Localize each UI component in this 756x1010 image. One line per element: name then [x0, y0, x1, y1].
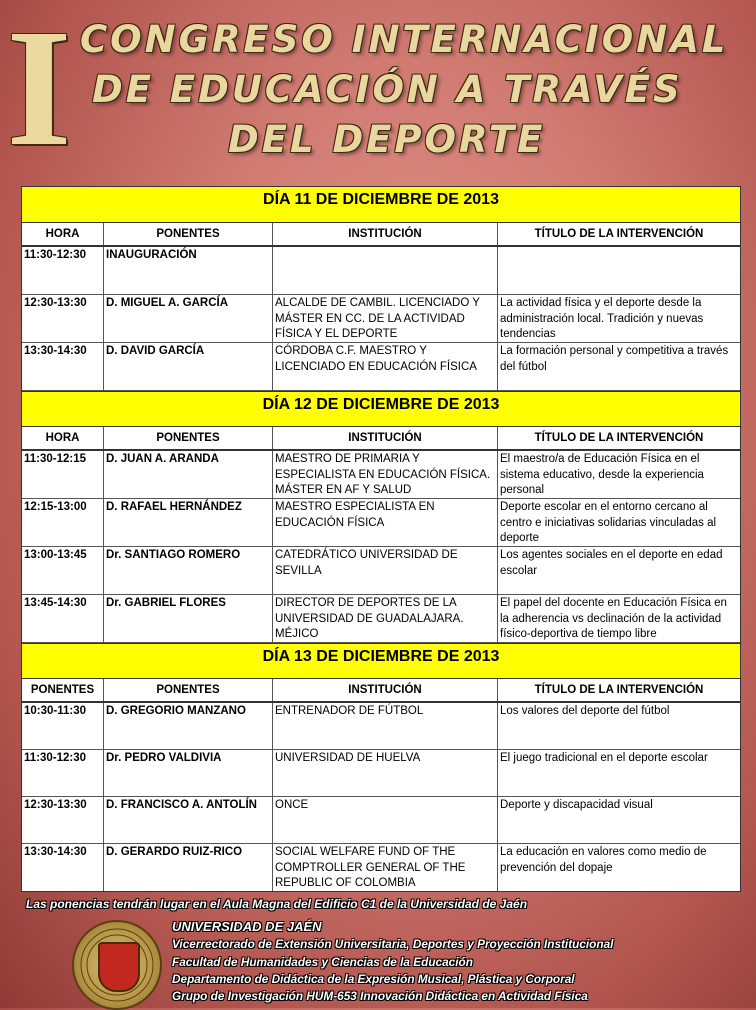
speaker-cell: D. FRANCISCO A. ANTOLÍN	[104, 797, 273, 843]
speaker-cell: Dr. PEDRO VALDIVIA	[104, 750, 273, 796]
institution-cell: CATEDRÁTICO UNIVERSIDAD DE SEVILLA	[273, 547, 498, 594]
table-row	[22, 547, 740, 595]
speaker-cell: D. GERARDO RUIZ-RICO	[104, 844, 273, 891]
institution-cell	[273, 247, 498, 294]
table-row	[22, 844, 740, 891]
time-cell: 12:30-13:30	[22, 295, 104, 342]
talk-title-cell: El juego tradicional en el deporte escolar	[500, 752, 708, 764]
venue-note: Las ponencias tendrán lugar en el Aula Magna del Edificio C1 de la Universidad de Jaén	[26, 897, 528, 911]
talk-title-cell: Los valores del deporte del fútbol	[500, 705, 670, 717]
institution-cell: ENTRENADOR DE FÚTBOL	[273, 703, 498, 749]
column-header: TÍTULO DE LA INTERVENCIÓN	[534, 684, 704, 696]
column-header: HORA	[22, 223, 104, 245]
speaker-cell: Dr. GABRIEL FLORES	[104, 595, 273, 642]
time-cell: 13:30-14:30	[22, 343, 104, 390]
table-row	[22, 247, 740, 295]
time-cell: 12:15-13:00	[22, 499, 104, 546]
column-header: HORA	[22, 427, 104, 449]
column-header: PONENTES	[104, 679, 273, 701]
column-header-row	[22, 223, 740, 247]
talk-title-cell: La educación en valores como medio de prevención del dopaje	[500, 846, 707, 874]
institution-cell: ALCALDE DE CAMBIL. LICENCIADO Y MÁSTER EN CC. DE LA ACTIVIDAD FÍSICA Y EL DEPORTE	[273, 295, 498, 342]
university-name: UNIVERSIDAD DE JAÉN	[172, 919, 322, 934]
table-row	[22, 595, 740, 643]
talk-title-cell: La formación personal y competitiva a través del fútbol	[500, 345, 729, 373]
time-cell: 13:30-14:30	[22, 844, 104, 891]
table-row	[22, 703, 740, 750]
time-cell: 12:30-13:30	[22, 797, 104, 843]
speaker-cell: INAUGURACIÓN	[104, 247, 273, 294]
day-header: DÍA 13 DE DICIEMBRE DE 2013	[22, 643, 740, 679]
institution-cell: UNIVERSIDAD DE HUELVA	[273, 750, 498, 796]
poster-title-line-3: DEL DEPORTE	[228, 118, 546, 161]
table-row	[22, 451, 740, 499]
column-header-row	[22, 679, 740, 703]
column-header: TÍTULO DE LA INTERVENCIÓN	[534, 432, 704, 444]
table-row	[22, 499, 740, 547]
institution-cell: DIRECTOR DE DEPORTES DE LA UNIVERSIDAD DE GUADALAJARA. MÉJICO	[273, 595, 498, 642]
institution-cell: CÓRDOBA C.F. MAESTRO Y LICENCIADO EN EDUCACIÓN FÍSICA	[273, 343, 498, 390]
column-header: INSTITUCIÓN	[273, 427, 498, 449]
column-header: TÍTULO DE LA INTERVENCIÓN	[534, 228, 704, 240]
speaker-cell: D. JUAN A. ARANDA	[104, 451, 273, 498]
talk-title-cell: Deporte escolar en el entorno cercano al centro e iniciativas solidarias vinculadas al deporte	[500, 501, 717, 544]
column-header: INSTITUCIÓN	[273, 223, 498, 245]
column-header-row	[22, 427, 740, 451]
talk-title-cell: Deporte y discapacidad visual	[500, 799, 653, 811]
day-header: DÍA 11 DE DICIEMBRE DE 2013	[22, 187, 740, 223]
institution-cell: SOCIAL WELFARE FUND OF THE COMPTROLLER GENERAL OF THE REPUBLIC OF COLOMBIA	[273, 844, 498, 891]
time-cell: 13:45-14:30	[22, 595, 104, 642]
poster-title-line-1: CONGRESO INTERNACIONAL	[80, 18, 729, 61]
organizer-line: Facultad de Humanidades y Ciencias de la Educación	[172, 955, 473, 969]
time-cell: 11:30-12:15	[22, 451, 104, 498]
time-cell: 10:30-11:30	[22, 703, 104, 749]
column-header: PONENTES	[22, 679, 104, 701]
poster-title-line-2: DE EDUCACIÓN A TRAVÉS	[92, 68, 683, 111]
shield-icon	[98, 942, 140, 992]
speaker-cell: D. MIGUEL A. GARCÍA	[104, 295, 273, 342]
day-header: DÍA 12 DE DICIEMBRE DE 2013	[22, 391, 740, 427]
institution-cell: ONCE	[273, 797, 498, 843]
table-row	[22, 295, 740, 343]
talk-title-cell: La actividad física y el deporte desde la administración local. Tradición y nuevas tendencias	[500, 297, 704, 340]
organizer-line: Vicerrectorado de Extensión Universitaria, Deportes y Proyección Institucional	[172, 937, 614, 951]
talk-title-cell: El maestro/a de Educación Física en el sistema educativo, desde la experiencia personal	[500, 453, 704, 496]
table-row	[22, 797, 740, 844]
column-header: PONENTES	[104, 223, 273, 245]
institution-cell: MAESTRO ESPECIALISTA EN EDUCACIÓN FÍSICA	[273, 499, 498, 546]
table-row	[22, 750, 740, 797]
speaker-cell: D. RAFAEL HERNÁNDEZ	[104, 499, 273, 546]
column-header: INSTITUCIÓN	[273, 679, 498, 701]
institution-cell: MAESTRO DE PRIMARIA Y ESPECIALISTA EN EDUCACIÓN FÍSICA. MÁSTER EN AF Y SALUD	[273, 451, 498, 498]
talk-title-cell	[498, 247, 740, 294]
time-cell: 13:00-13:45	[22, 547, 104, 594]
talk-title-cell: Los agentes sociales en el deporte en edad escolar	[500, 549, 723, 577]
speaker-cell: D. DAVID GARCÍA	[104, 343, 273, 390]
roman-numeral-logo: I	[6, 0, 72, 181]
table-row	[22, 343, 740, 391]
schedule-table	[21, 186, 741, 892]
university-seal-icon	[72, 920, 162, 1010]
time-cell: 11:30-12:30	[22, 750, 104, 796]
column-header: PONENTES	[104, 427, 273, 449]
talk-title-cell: El papel del docente en Educación Física en la adherencia vs declinación de la actividad físico-deportiva de tiempo libre	[500, 597, 727, 640]
organizer-line: Grupo de Investigación HUM-653 Innovación Didáctica en Actividad Física	[172, 989, 588, 1003]
speaker-cell: Dr. SANTIAGO ROMERO	[104, 547, 273, 594]
time-cell: 11:30-12:30	[22, 247, 104, 294]
organizer-line: Departamento de Didáctica de la Expresión Musical, Plástica y Corporal	[172, 972, 575, 986]
speaker-cell: D. GREGORIO MANZANO	[104, 703, 273, 749]
